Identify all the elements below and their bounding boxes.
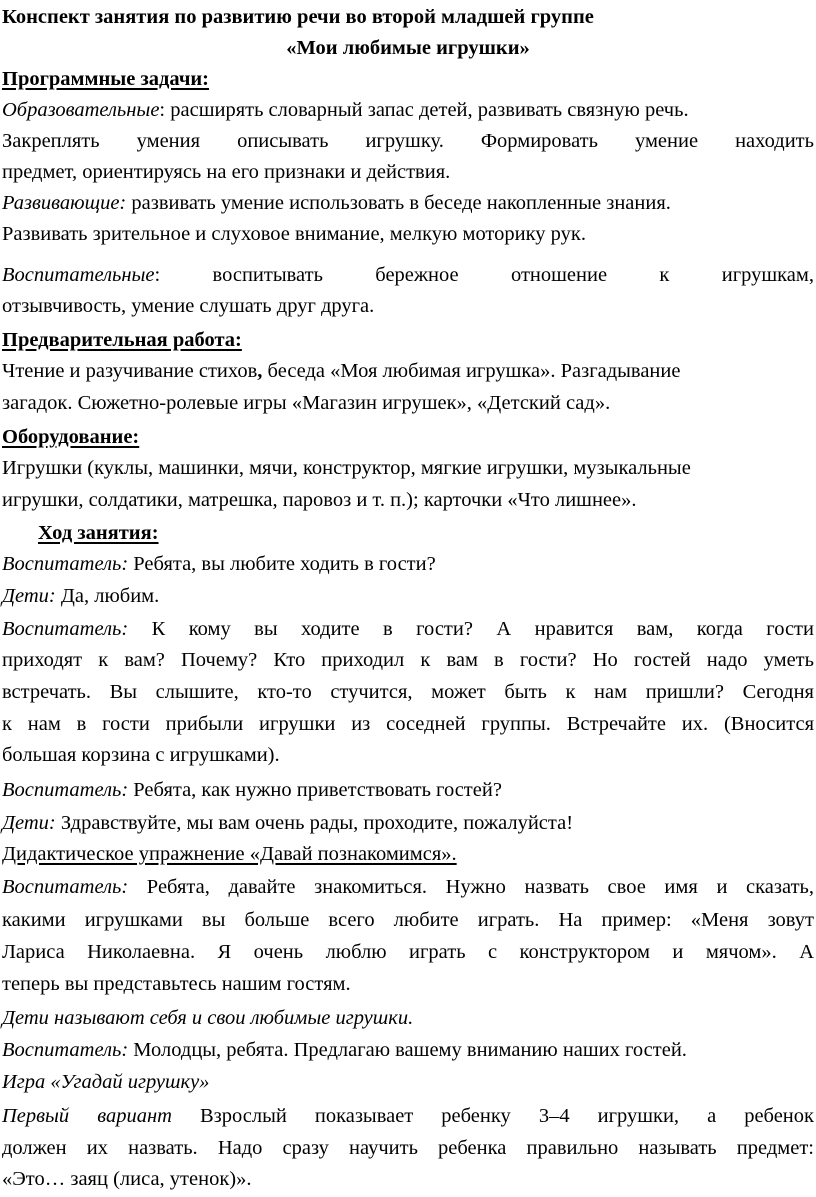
dialogue-line: Воспитатель: К кому вы ходите в гости? А нравится вам, когда гости	[2, 618, 814, 640]
document-title-line-2: «Мои любимые игрушки»	[286, 37, 530, 59]
dialogue-line: Воспитатель: Ребята, давайте знакомиться. Нужно назвать свое имя и сказать,	[2, 876, 814, 898]
paragraph-line: отзывчивость, умение слушать друг друга.	[2, 295, 375, 317]
exercise-heading: Дидактическое упражнение «Давай познакомимся».	[2, 843, 457, 865]
dialogue-line: большая корзина с игрушками).	[2, 744, 280, 766]
paragraph-line: Воспитательные: воспитывать бережное отношение к игрушкам,	[2, 264, 814, 286]
paragraph-line: предмет, ориентируясь на его признаки и действия.	[2, 161, 451, 183]
dialogue-line: Дети: Здравствуйте, мы вам очень рады, проходите, пожалуйста!	[2, 812, 574, 834]
dialogue-line: теперь вы представьтесь нашим гостям.	[2, 973, 351, 995]
dialogue-line: Воспитатель: Молодцы, ребята. Предлагаю вашему вниманию наших гостей.	[2, 1039, 687, 1061]
paragraph-line: Чтение и разучивание стихов, беседа «Моя любимая игрушка». Разгадывание	[2, 360, 681, 382]
speaker-teacher: Воспитатель:	[2, 618, 129, 640]
paragraph-line: Развивать зрительное и слуховое внимание, мелкую моторику рук.	[2, 223, 586, 245]
speaker-teacher: Воспитатель:	[2, 1039, 129, 1061]
paragraph-line: Образовательные: расширять словарный запас детей, развивать связную речь.	[2, 99, 689, 121]
paragraph-line: Закреплять умения описывать игрушку. Формировать умение находить	[2, 130, 814, 152]
speaker-children: Дети:	[2, 585, 56, 607]
dialogue-line: к нам в гости прибыли игрушки из соседней группы. Встречайте их. (Вносится	[2, 713, 814, 735]
section-heading-preliminary: Предварительная работа:	[2, 329, 242, 351]
label-upbringing: Воспитательные	[2, 264, 155, 286]
game-heading: Игра «Угадай игрушку»	[2, 1071, 210, 1093]
paragraph-line: должен их назвать. Надо сразу научить ребенка правильно называть предмет:	[2, 1137, 814, 1159]
paragraph-line: Первый вариант Взрослый показывает ребенку 3–4 игрушки, а ребенок	[2, 1105, 814, 1127]
paragraph-line: Игрушки (куклы, машинки, мячи, конструктор, мягкие игрушки, музыкальные	[2, 457, 691, 479]
label-educational: Образовательные	[2, 99, 160, 121]
paragraph-line: игрушки, солдатики, матрешка, паровоз и т. п.); карточки «Что лишнее».	[2, 489, 637, 511]
dialogue-line: какими игрушками вы больше всего любите играть. На пример: «Меня зовут	[2, 909, 814, 931]
dialogue-line: встречать. Вы слышите, кто-то стучится, может быть к нам пришли? Сегодня	[2, 681, 814, 703]
dialogue-line: приходят к вам? Почему? Кто приходил к вам в гости? Но гостей надо уметь	[2, 649, 814, 671]
section-heading-lesson: Ход занятия:	[38, 522, 159, 544]
document-title-line-1: Конспект занятия по развитию речи во второй младшей группе	[2, 6, 594, 28]
speaker-teacher: Воспитатель:	[2, 876, 129, 898]
label-developing: Развивающие:	[2, 192, 127, 214]
speaker-children: Дети:	[2, 812, 56, 834]
section-heading-program-tasks: Программные задачи:	[2, 68, 210, 90]
paragraph-line: загадок. Сюжетно-ролевые игры «Магазин игрушек», «Детский сад».	[2, 392, 611, 414]
stage-direction: Дети называют себя и свои любимые игрушки.	[2, 1007, 414, 1029]
dialogue-line: Дети: Да, любим.	[2, 585, 160, 607]
paragraph-line: «Это… заяц (лиса, утенок)».	[2, 1168, 252, 1190]
section-heading-equipment: Оборудование:	[2, 426, 140, 448]
dialogue-line: Воспитатель: Ребята, вы любите ходить в гости?	[2, 553, 436, 575]
paragraph-line: Развивающие: развивать умение использовать в беседе накопленные знания.	[2, 192, 671, 214]
speaker-teacher: Воспитатель:	[2, 553, 129, 575]
speaker-teacher: Воспитатель:	[2, 779, 129, 801]
label-variant: Первый вариант	[2, 1105, 172, 1127]
dialogue-line: Лариса Николаевна. Я очень люблю играть с конструктором и мячом». А	[2, 941, 814, 963]
dialogue-line: Воспитатель: Ребята, как нужно приветствовать гостей?	[2, 779, 502, 801]
